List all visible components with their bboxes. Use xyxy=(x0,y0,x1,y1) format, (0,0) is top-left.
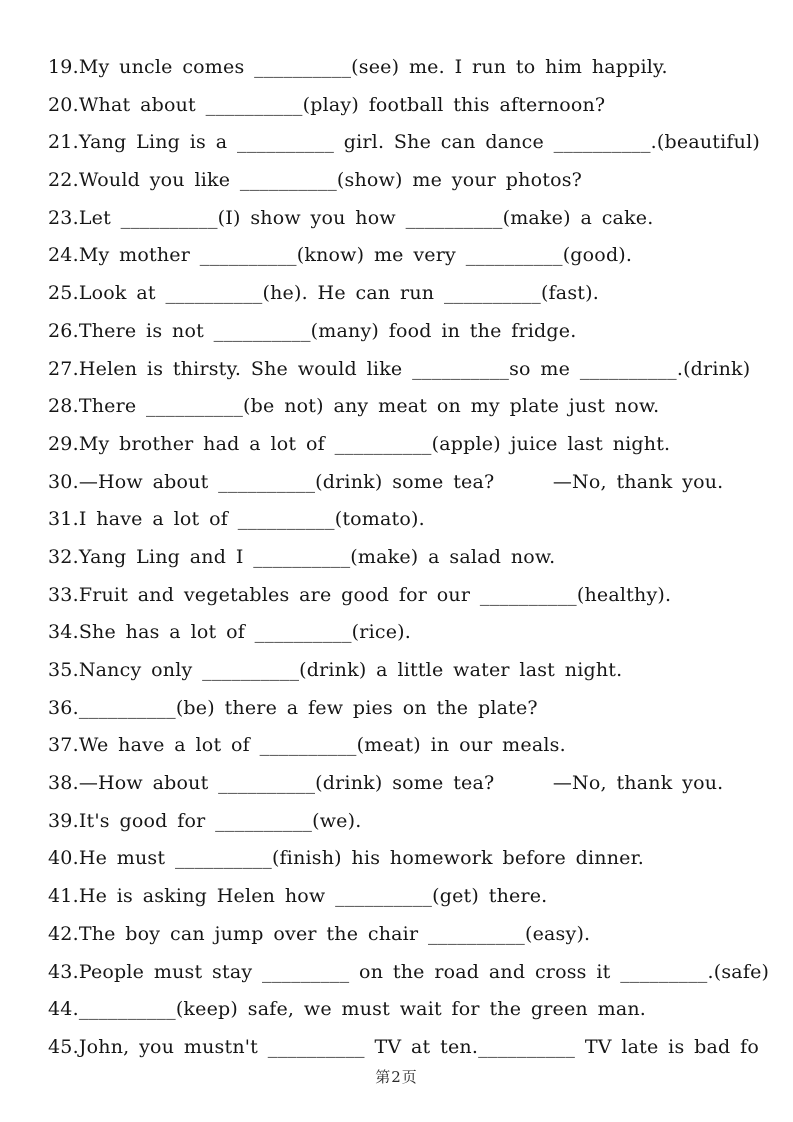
page-number-footer: 第2页 xyxy=(375,1068,418,1086)
question-line: 36.__________(be) there a few pies on the plate? xyxy=(48,696,538,719)
question-line: 37.We have a lot of __________(meat) in our meals. xyxy=(48,734,566,757)
question-line: 28.There __________(be not) any meat on my plate just now. xyxy=(48,395,660,418)
question-line: 40.He must __________(finish) his homework before dinner. xyxy=(48,847,645,870)
question-line: 39.It's good for __________(we). xyxy=(48,809,362,832)
question-line: 20.What about __________(play) football this afternoon? xyxy=(48,93,606,116)
question-lines xyxy=(48,49,773,1067)
question-line: 23.Let __________(I) show you how __________(make) a cake. xyxy=(48,206,654,229)
question-line: 32.Yang Ling and I __________(make) a salad now. xyxy=(48,545,556,568)
question-line: 41.He is asking Helen how __________(get) there. xyxy=(48,885,548,908)
question-line: 22.Would you like __________(show) me your photos? xyxy=(48,169,583,192)
question-line: 33.Fruit and vegetables are good for our __________(healthy). xyxy=(48,583,672,606)
question-line: 34.She has a lot of __________(rice). xyxy=(48,621,411,644)
question-line: 26.There is not __________(many) food in the fridge. xyxy=(48,319,577,342)
question-line: 45.John, you mustn't __________ TV at ten.__________ TV late is bad fo xyxy=(48,1035,760,1058)
question-line: 30.—How about __________(drink) some tea? —No, thank you. xyxy=(48,470,724,493)
question-line: 21.Yang Ling is a __________ girl. She can dance __________.(beautiful) xyxy=(48,131,760,154)
question-line: 19.My uncle comes __________(see) me. I run to him happily. xyxy=(48,56,668,78)
question-line: 43.People must stay _________ on the road and cross it _________.(safe) xyxy=(48,960,770,983)
question-line: 27.Helen is thirsty. She would like __________so me __________.(drink) xyxy=(48,357,751,380)
question-line: 31.I have a lot of __________(tomato). xyxy=(48,508,425,531)
question-line: 38.—How about __________(drink) some tea? —No, thank you. xyxy=(48,772,724,795)
question-line: 35.Nancy only __________(drink) a little water last night. xyxy=(48,659,623,681)
question-line: 44.__________(keep) safe, we must wait for the green man. xyxy=(48,998,647,1021)
question-line: 29.My brother had a lot of __________(apple) juice last night. xyxy=(48,432,671,455)
question-line: 42.The boy can jump over the chair __________(easy). xyxy=(48,922,591,945)
question-line: 24.My mother __________(know) me very __________(good). xyxy=(48,244,633,267)
question-line: 25.Look at __________(he). He can run __________(fast). xyxy=(48,282,599,305)
